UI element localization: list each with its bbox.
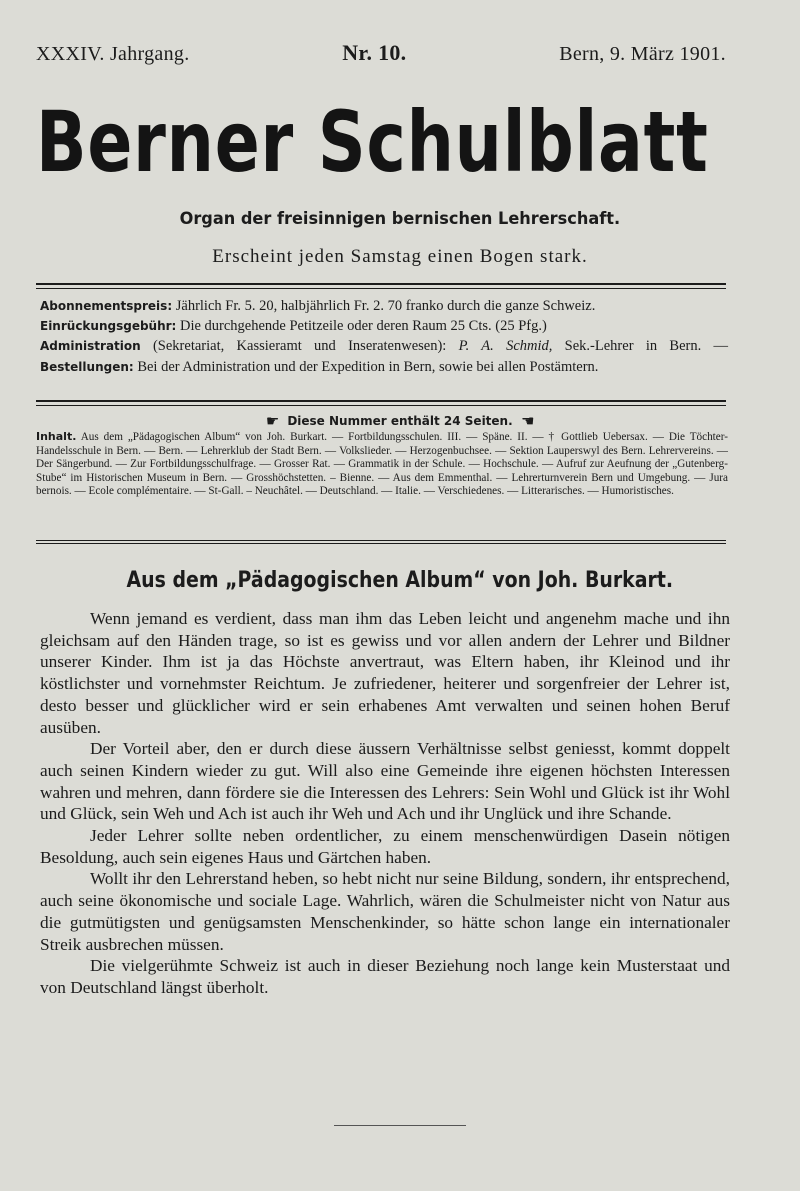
end-rule: [334, 1125, 466, 1126]
subtitle: [0, 209, 800, 229]
orders-text: Bei der Administration und der Expedition in Bern, sowie bei allen Postämtern.: [133, 358, 599, 375]
pointing-hand-right-icon: ☛: [265, 412, 280, 430]
page-count-text: Diese Nummer enthält 24 Seiten.: [287, 414, 513, 428]
place-date: Bern, 9. März 1901.: [559, 43, 726, 65]
header-line: [36, 40, 726, 66]
divider-2b: [36, 405, 726, 406]
einr-text: Die durchgehende Petitzeile oder deren Raum 25 Cts. (25 Pfg.): [176, 318, 547, 335]
tagline: Erscheint jeden Samstag einen Bogen stark.: [212, 246, 588, 267]
article-title: [0, 568, 800, 593]
admin-text-1: (Sekretariat, Kassieramt und Inseratenwesen):: [140, 338, 459, 355]
article-title-text: Aus dem „Pädagogischen Album“ von Joh. Burkart.: [126, 568, 674, 593]
orders-label: Bestellungen:: [40, 359, 134, 374]
abo-label: Abonnementspreis:: [40, 299, 173, 313]
paragraph: Wenn jemand es verdient, dass man ihm das Leben leicht und angenehm mache und ihn gleichsam auf den Händen trage, so ist es gewiss und vor allen andern der Lehrer und Bildner unserer Kinder. Ihm ist ja das Höchste anvertraut, was Eltern haben, ihr Kleinod und ihr köstlichster und vornehmster Reichtum. Je zufriedener, heiterer und sorgenfreier der Lehrer ist, desto besser und glücklicher wird er sein erhabenes Amt verwalten und seinen hohen Beruf ausüben.: [40, 609, 730, 737]
contents-label: Inhalt.: [36, 430, 77, 443]
admin-name: P. A. Schmid,: [458, 338, 553, 355]
divider-3: [36, 540, 726, 541]
article-body: [40, 608, 730, 999]
subtitle-text: Organ der freisinnigen bernischen Lehrerschaft.: [179, 209, 621, 229]
divider-2: [36, 400, 726, 402]
paragraph: Die vielgerühmte Schweiz ist auch in dieser Beziehung noch lange kein Musterstaat und von Deutschland längst überholt.: [40, 956, 730, 997]
paragraph: Wollt ihr den Lehrerstand heben, so hebt nicht nur seine Bildung, sondern, ihr entsprechend, auch seine ökonomische und sociale Lage. Wahrlich, wären die Schulmeister nicht von Natur aus die gutmütigsten und genügsamsten Menschenkinder, so hätte schon lange ein internationaler Streik ausbrechen müssen.: [40, 869, 730, 954]
admin-text-2: Sek.-Lehrer in Bern. —: [552, 338, 729, 355]
subscription-info: [40, 296, 728, 377]
page-count-note: [0, 412, 800, 430]
table-of-contents: [36, 430, 728, 499]
paragraph: Jeder Lehrer sollte neben ordentlicher, zu einem menschenwürdigen Dasein nötigen Besoldung, auch sein eigenes Haus und Gärtchen haben.: [40, 826, 730, 867]
abo-text: Jährlich Fr. 5. 20, halbjährlich Fr. 2. 70 franko durch die ganze Schweiz.: [172, 298, 596, 314]
divider-3b: [36, 543, 726, 544]
issue-number: Nr. 10.: [342, 40, 407, 65]
admin-label: Administration: [40, 339, 141, 354]
divider-1b: [36, 288, 726, 289]
divider-1: [36, 283, 726, 285]
volume-label: XXXIV. Jahrgang.: [36, 43, 190, 65]
pointing-hand-left-icon: ☛: [520, 412, 535, 430]
einr-label: Einrückungsgebühr:: [40, 319, 177, 334]
masthead-title: Berner Schulblatt: [36, 93, 709, 191]
contents-text: Aus dem „Pädagogischen Album“ von Joh. Burkart. — Fortbildungsschulen. III. — Späne. II. — † Gottlieb Uebersax. — Die Töchter-Handelsschule in Bern. — Bern. — Lehrerklub der Stadt Bern. — Volkslieder. — Herzogenbuchsee. — Sektion Lauperswyl des Bern. Lehrervereins. — Der Sängerbund. — Zur Fortbildungsschulfrage. — Grosser Rat. — Grammatik in der Schule. — Hochschule. — Aufruf zur Aeufnung der „Gutenberg-Stube“ im Historischen Museum in Bern. — Grosshöchstetten. – Bienne. — Aus dem Emmenthal. — Lehrerturnverein Bern und Umgebung. — Jura bernois. — Ecole complémentaire. — St-Gall. – Neuchâtel. — Deutschland. — Italie. — Verschiedenes. — Litterarisches. — Humoristisches.: [36, 431, 728, 497]
paragraph: Der Vorteil aber, den er durch diese äussern Verhältnisse selbst geniesst, kommt doppelt auch seinen Kindern wieder zu gut. Will also eine Gemeinde ihre eigenen höchsten Interessen wahren und mehren, dann fördere sie die Interessen des Lehrers: Sein Wohl und Glück ist ihr Wohl und Glück, sein Weh und Ach ist auch ihr Weh und Ach und ihr Unglück und ihre Schande.: [40, 739, 730, 824]
